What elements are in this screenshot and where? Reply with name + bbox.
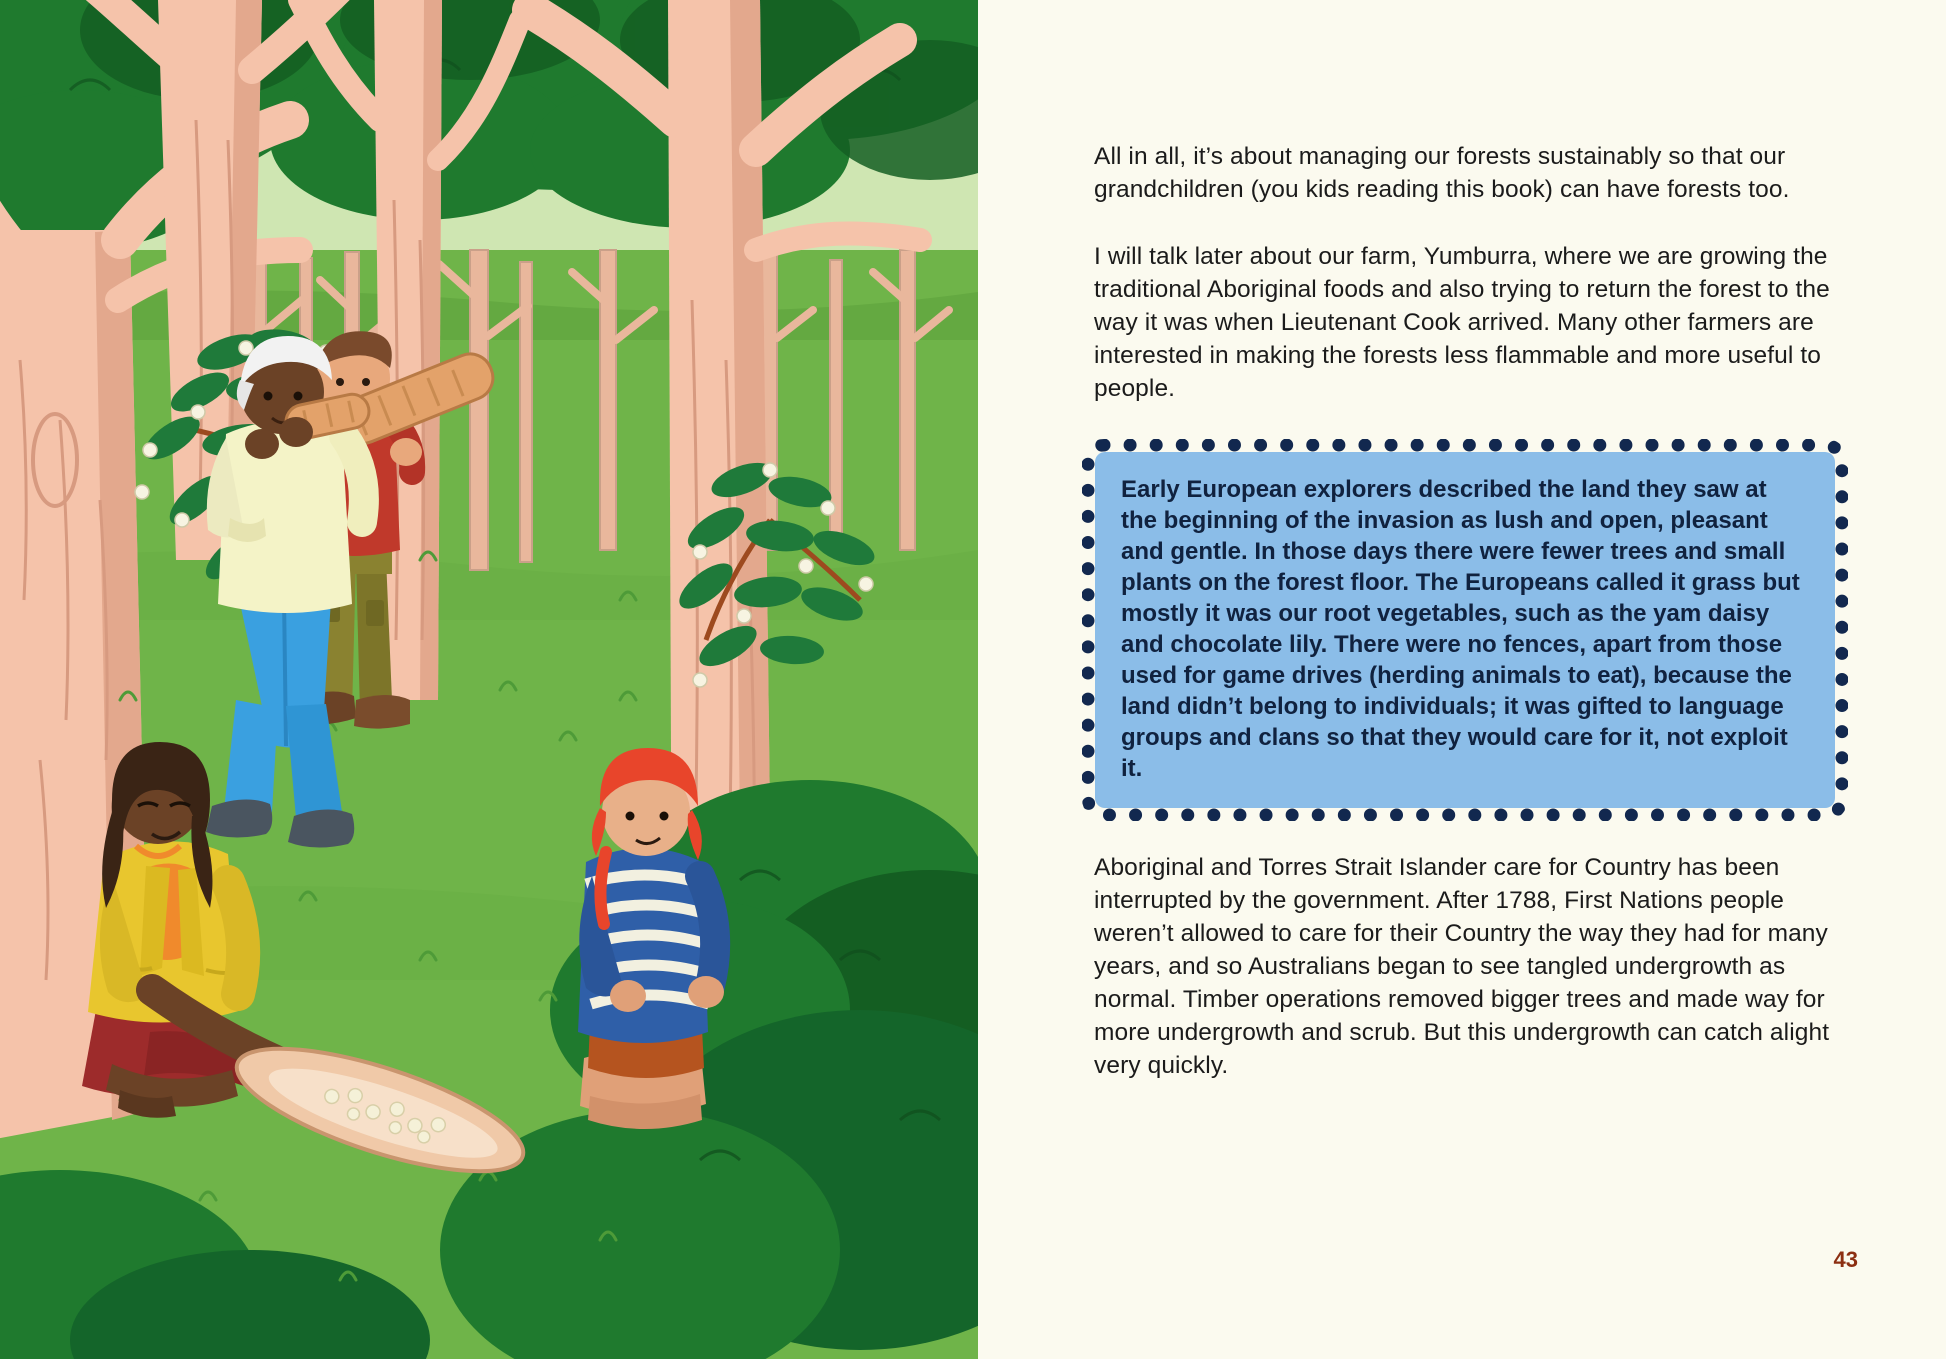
page-number: 43 xyxy=(1833,1247,1858,1272)
body-text xyxy=(1094,140,1844,1082)
callout-box xyxy=(1082,439,1848,821)
paragraph-1: All in all, it’s about managing our forests sustainably so that our grandchildren (you kids reading this book) can have forests too. xyxy=(1094,143,1790,203)
text-column xyxy=(978,0,1946,1359)
callout-text: Early European explorers described the land they saw at the beginning of the invasion as lush and open, pleasant and gentle. In those days there were fewer trees and small plants on the forest floor. The Europeans called it grass but mostly it was our root vegetables, such as the yam daisy and chocolate lily. There were no fences, apart from those used for game drives (herding animals to eat), because the land didn’t belong to individuals; it was gifted to language groups and clans so that they would care for it, not exploit it. xyxy=(1121,476,1800,782)
paragraph-2: I will talk later about our farm, Yumburra, where we are growing the traditional Aboriginal foods and also trying to return the forest to the way it was when Lieutenant Cook arrived. Many other farmers are interested in making the forests less flammable and more useful to people. xyxy=(1094,243,1830,402)
paragraph-3: Aboriginal and Torres Strait Islander care for Country has been interrupted by the government. After 1788, First Nations people weren’t allowed to care for their Country the way they had for many years, and so Australians began to see tangled undergrowth as normal. Timber operations removed bigger trees and made way for more undergrowth and scrub. But this undergrowth can catch alight very quickly. xyxy=(1094,854,1830,1079)
callout-panel xyxy=(1095,452,1835,808)
